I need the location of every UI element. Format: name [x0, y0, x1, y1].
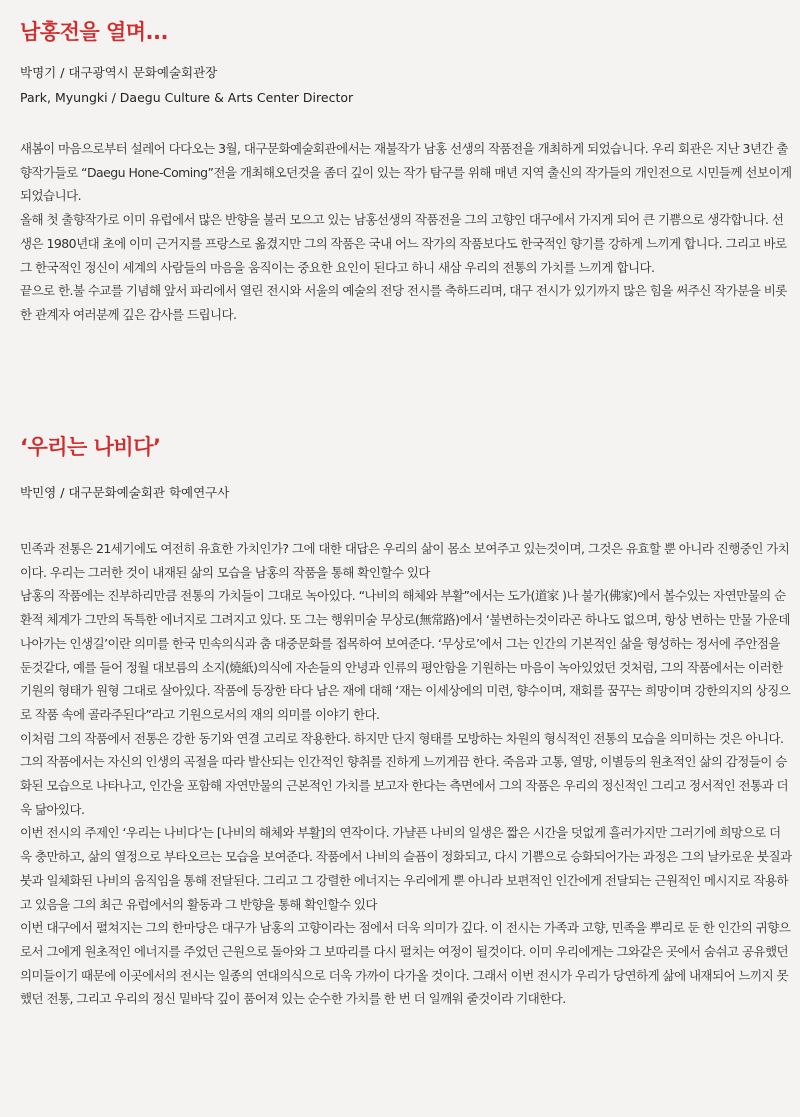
section2-body: [20, 537, 792, 1011]
section2-paragraph: 이번 대구에서 펼쳐지는 그의 한마당은 대구가 남홍의 고향이라는 점에서 더욱 의미가 깊다. 이 전시는 가족과 고향, 민족을 뿌리로 둔 한 인간의 귀향으로서 그에게 원초적인 에너지를 주었던 근원으로 돌아와 그 보따리를 다시 펼치는 여정이 될것이다. 이미 우리에게는 그와같은 곳에서 숨쉬고 공유했던 의미들이기 때문에 이곳에서의 전시는 일종의 연대의식으로 더욱 가까이 다가올 것이다. 그래서 이번 전시가 우리가 당연하게 삶에 내재되어 느끼지 못했던 전통, 그리고 우리의 정신 밑바닥 깊이 품어져 있는 순수한 가치를 한 번 더 일깨워 줄것이라 기대한다.: [20, 920, 791, 1007]
section2-paragraph: 남홍의 작품에는 진부하리만큼 전통의 가치들이 그대로 녹아있다. “나비의 해체와 부활”에서는 도가(道家 )나 불가(佛家)에서 볼수있는 자연만물의 순환적 체계가 그만의 독특한 에너지로 그려지고 있다. 또 그는 행위미술 무상로(無常路)에서 ‘불변하는것이라곤 하나도 없으며, 항상 변하는 만물 가운데 나아가는 인생길’이란 의미를 한국 민속의식과 춤 대중문화를 접목하여 보여준다. ‘무상로’에서 그는 인간의 기본적인 삶을 형성하는 정서에 주안점을 둔것같다, 예를 들어 정월 대보름의 소지(燒紙)의식에 자손들의 안녕과 인류의 평안함을 기원하는 마음이 녹아있었던 것처럼, 그의 작품에서는 이러한 기원의 형태가 원형 그대로 살아있다. 작품에 등장한 타다 남은 재에 대해 ‘재는 이세상에의 미련, 향수이며, 재회를 꿈꾸는 희망이며 강한의지의 상징으로 작품 속에 골라주된다”라고 기원으로서의 재의 의미를 이야기 한다.: [20, 588, 791, 722]
section2-paragraph: 민족과 전통은 21세기에도 여전히 유효한 가치인가? 그에 대한 대답은 우리의 삶이 몸소 보여주고 있는것이며, 그것은 유효할 뿐 아니라 진행중인 가치이다. 우리는 그러한 것이 내재된 삶의 모습을 남홍의 작품을 통해 확인할수 있다: [20, 541, 790, 580]
section2-paragraph: 이번 전시의 주제인 ‘우리는 나비다’는 [나비의 해체와 부활]의 연작이다. 가냘픈 나비의 일생은 짧은 시간을 덧없게 흘러가지만 그러기에 희망으로 더욱 충만하고, 삶의 열정으로 부타오르는 모습을 보여준다. 작품에서 나비의 슬픔이 정화되고, 다시 기쁨으로 승화되어가는 과정은 그의 날카로운 붓질과 붓과 일체화된 나비의 움직임을 통해 전달된다. 그리고 그 강렬한 에너지는 우리에게 뿐 아니라 보편적인 인간에게 전달되는 근원적인 메시지로 작용하고 있음을 그의 최근 유럽에서의 활동과 그 반향을 통해 확인할수 있다: [20, 825, 792, 912]
section2-author: [20, 480, 229, 505]
section1-author: [20, 60, 353, 110]
section1-body: [20, 137, 792, 327]
section1-paragraph: 새봄이 마음으로부터 설레어 다다오는 3월, 대구문화예술회관에서는 재불작가 남홍 선생의 작품전을 개최하게 되었습니다. 우리 회관은 지난 3년간 출향작가들로 “Daegu Hone-Coming”전을 개최해오던것을 좀더 깊이 있는 작가 탐구를 위해 매년 지역 출신의 작가들의 개인전으로 시민들께 선보이게 되었습니다.: [20, 141, 792, 204]
section1-author-ko: 박명기 / 대구광역시 문화예술회관장: [20, 65, 218, 80]
section1-paragraph: 끝으로 한.불 수교를 기념해 앞서 파리에서 열린 전시와 서울의 예술의 전당 전시를 축하드리며, 대구 전시가 있기까지 많은 힘을 써주신 작가분을 비롯한 관계자 여러분께 깊은 감사를 드립니다.: [20, 283, 787, 322]
section2-paragraph: 이처럼 그의 작품에서 전통은 강한 동기와 연결 고리로 작용한다. 하지만 단지 형태를 모방하는 차원의 형식적인 전통의 모습을 의미하는 것은 아니다. 그의 작품에서는 자신의 인생의 곡절을 따라 발산되는 인간적인 향취를 진하게 느끼게끔 한다. 죽음과 고통, 열망, 이별등의 원초적인 삶의 감정들이 승화된 모습으로 나타나고, 인간을 포함해 자연만물의 근본적인 가치를 보고자 한다는 측면에서 그의 작품은 우리의 정신적인 그리고 정서적인 전통과 더욱 닮아있다.: [20, 730, 789, 817]
section2-author-ko: 박민영 / 대구문화예술회관 학예연구사: [20, 485, 230, 500]
section1-paragraph: 올해 첫 출향작가로 이미 유럽에서 많은 반향을 불러 모으고 있는 남홍선생의 작품전을 그의 고향인 대구에서 가지게 되어 큰 기쁨으로 생각합니다. 선생은 1980년대 초에 이미 근거지를 프랑스로 옮겼지만 그의 작품은 국내 어느 작가의 작품보다도 한국적인 향기를 강하게 느끼게 합니다. 그리고 바로 그 한국적인 정신이 세계의 사람들의 마음을 움직이는 중요한 요인이 된다고 하니 새삼 우리의 전통의 가치를 느끼게 합니다.: [20, 212, 787, 275]
section1-author-en: Park, Myungki / Daegu Culture & Arts Center Director: [20, 90, 354, 105]
section1-title: 남홍전을 열며...: [20, 20, 168, 44]
section2-title: ‘우리는 나비다’: [20, 435, 161, 459]
